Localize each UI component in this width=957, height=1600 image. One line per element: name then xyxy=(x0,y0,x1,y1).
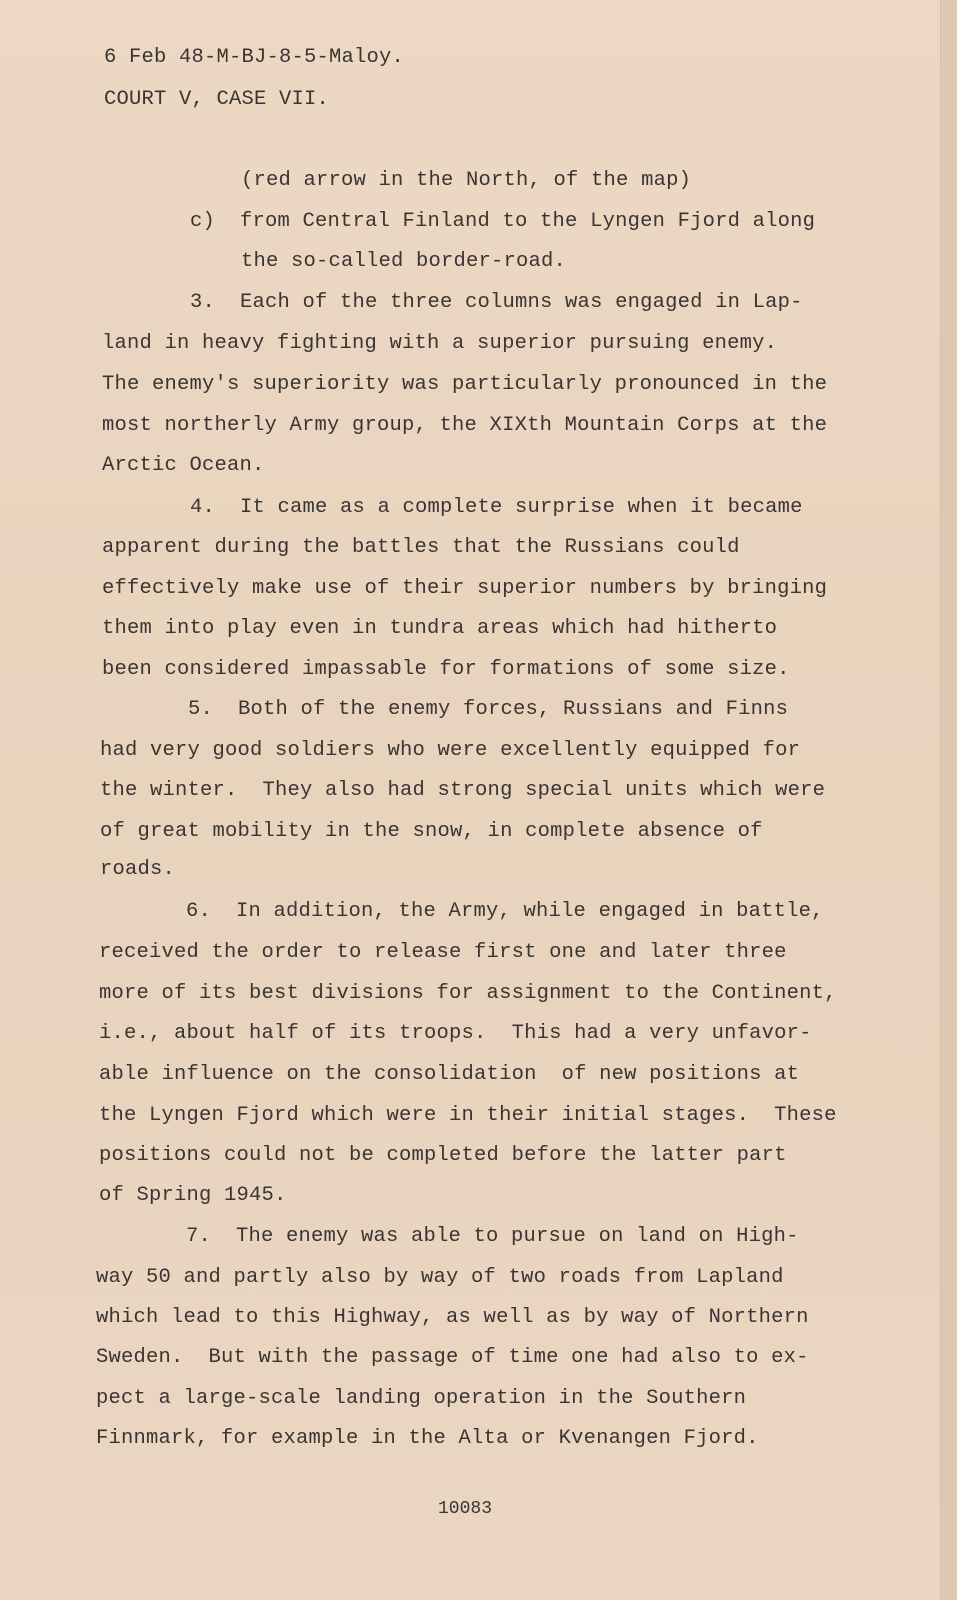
body-line: most northerly Army group, the XIXth Mountain Corps at the xyxy=(102,414,828,437)
header-court-case: COURT V, CASE VII. xyxy=(104,88,330,111)
header-reference: 6 Feb 48-M-BJ-8-5-Maloy. xyxy=(104,46,405,69)
body-line: positions could not be completed before the latter part xyxy=(99,1144,787,1167)
body-line: received the order to release first one and later three xyxy=(99,941,787,964)
body-line: the winter. They also had strong special units which were xyxy=(100,779,826,802)
body-line: way 50 and partly also by way of two roads from Lapland xyxy=(96,1266,784,1289)
body-line: i.e., about half of its troops. This had a very unfavor- xyxy=(99,1022,812,1045)
page-edge xyxy=(940,0,957,1600)
body-line: able influence on the consolidation of new positions at xyxy=(99,1063,800,1086)
body-line: effectively make use of their superior numbers by bringing xyxy=(102,577,828,600)
body-line: land in heavy fighting with a superior pursuing enemy. xyxy=(102,332,778,355)
page-number: 10083 xyxy=(438,1499,493,1519)
body-line: the so-called border-road. xyxy=(241,250,567,273)
body-line: pect a large-scale landing operation in the Southern xyxy=(96,1387,747,1410)
body-line: c) from Central Finland to the Lyngen Fjord along xyxy=(190,210,816,233)
body-line: (red arrow in the North, of the map) xyxy=(241,169,692,192)
body-line: Finnmark, for example in the Alta or Kvenangen Fjord. xyxy=(96,1427,759,1450)
body-line: had very good soldiers who were excellently equipped for xyxy=(100,739,801,762)
body-line: been considered impassable for formations of some size. xyxy=(102,658,790,681)
body-line: The enemy's superiority was particularly pronounced in the xyxy=(102,373,828,396)
body-line: 5. Both of the enemy forces, Russians and Finns xyxy=(188,698,789,721)
body-line: of Spring 1945. xyxy=(99,1184,287,1207)
body-line: which lead to this Highway, as well as by way of Northern xyxy=(96,1306,809,1329)
body-line: Sweden. But with the passage of time one had also to ex- xyxy=(96,1346,809,1369)
body-line: 7. The enemy was able to pursue on land on High- xyxy=(186,1225,799,1248)
body-line: apparent during the battles that the Russians could xyxy=(102,536,740,559)
body-line: more of its best divisions for assignment to the Continent, xyxy=(99,982,837,1005)
body-line: of great mobility in the snow, in complete absence of xyxy=(100,820,763,843)
body-line: Arctic Ocean. xyxy=(102,454,265,477)
body-line: them into play even in tundra areas which had hitherto xyxy=(102,617,778,640)
body-line: 6. In addition, the Army, while engaged in battle, xyxy=(186,900,824,923)
body-line: the Lyngen Fjord which were in their initial stages. These xyxy=(99,1104,837,1127)
body-line: 3. Each of the three columns was engaged in Lap- xyxy=(190,291,803,314)
body-line: 4. It came as a complete surprise when it became xyxy=(190,496,803,519)
body-line: roads. xyxy=(100,858,176,881)
